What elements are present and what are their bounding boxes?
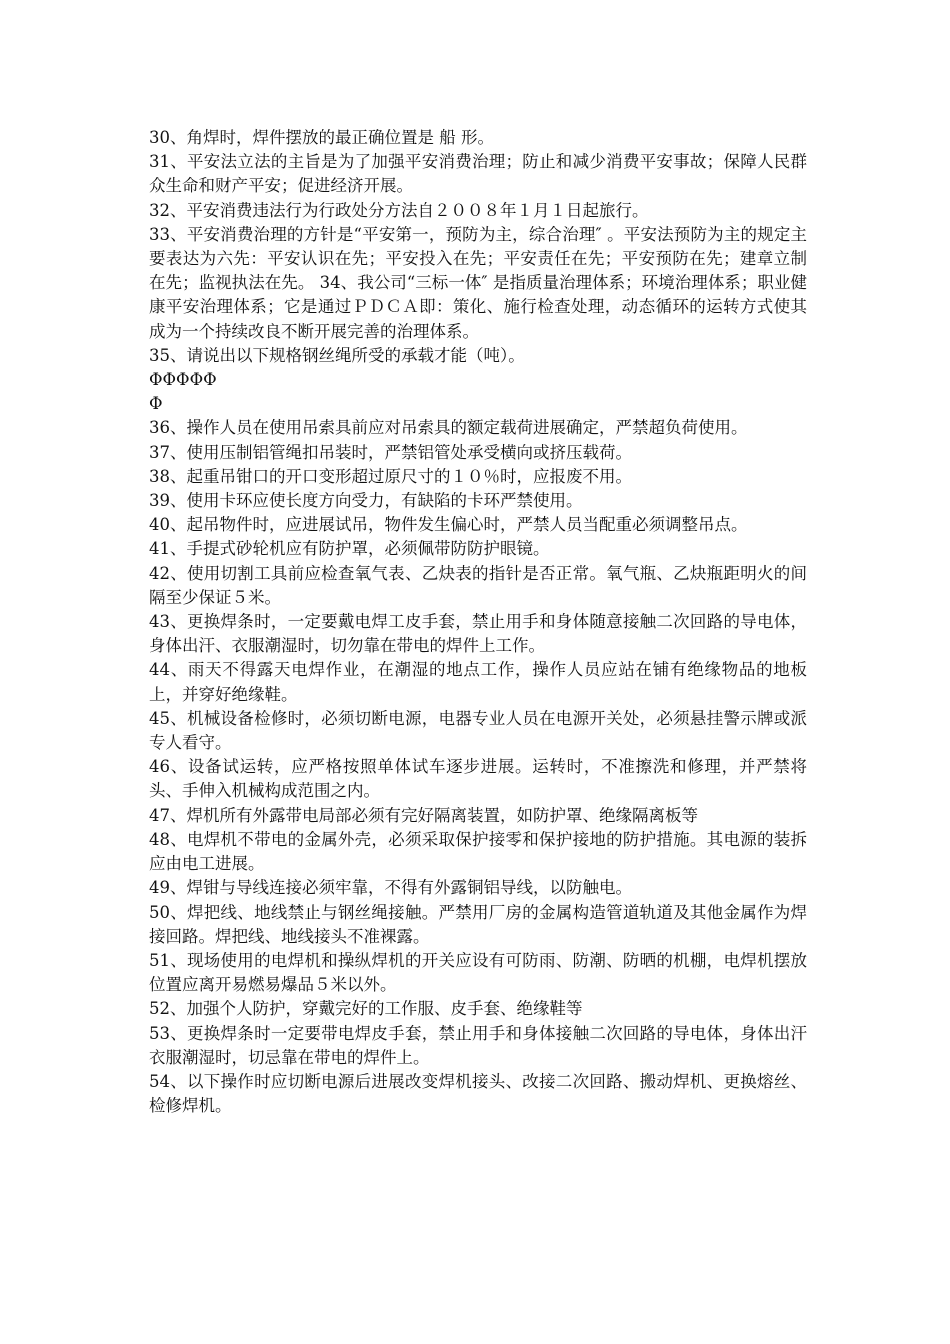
item-37: 37、使用压制铝管绳扣吊装时，严禁铝管处承受横向或挤压载荷。 [149, 442, 632, 462]
item-53: 53、更换焊条时一定要带电焊皮手套，禁止用手和身体接触二次回路的导电体，身体出汗衣服潮湿时，切忌靠在带电的焊件上。 [149, 1023, 807, 1067]
item-54: 54、以下操作时应切断电源后进展改变焊机接头、改接二次回路、搬动焊机、更换熔丝、检修焊机。 [149, 1071, 807, 1116]
item-33-34: 33、平安消费治理的方针是“平安第一，预防为主，综合治理″ 。平安法预防为主的规定主要表达为六先：平安认识在先；平安投入在先；平安责任在先；平安预防在先；建章立制在先；监视执法在先。 34、我公司“三标一体″ 是指质量治理体系；环境治理体系；职业健康平安治理体系；它是通过ＰＤＣＡ即：策化、施行检查处理，动态循环的运转方式使其成为一个持续改良不断开展完善的治理体系。 [149, 224, 807, 341]
item-41: 41、手提式砂轮机应有防护罩，必须佩带防防护眼镜。 [149, 539, 550, 559]
phi-row: ΦΦΦΦΦ [149, 370, 217, 390]
item-42: 42、使用切割工具前应检查氧气表、乙炔表的指针是否正常。氧气瓶、乙炔瓶距明火的间隔至少保证５米。 [149, 563, 807, 607]
item-47: 47、焊机所有外露带电局部必须有完好隔离装置，如防护罩、绝缘隔离板等 [149, 805, 698, 825]
item-43: 43、更换焊条时，一定要戴电焊工皮手套，禁止用手和身体随意接触二次回路的导电体，身体出汗、衣服潮湿时，切勿靠在带电的焊件上工作。 [149, 612, 807, 656]
item-44: 44、雨天不得露天电焊作业，在潮湿的地点工作，操作人员应站在铺有绝缘物品的地板上，并穿好绝缘鞋。 [149, 660, 807, 704]
item-38: 38、起重吊钳口的开口变形超过原尺寸的１０％时，应报废不用。 [149, 466, 632, 486]
item-52: 52、加强个人防护，穿戴完好的工作服、皮手套、绝缘鞋等 [149, 999, 583, 1019]
item-32: 32、平安消费违法行为行政处分方法自２００８年１月１日起旅行。 [149, 200, 649, 220]
item-50: 50、焊把线、地线禁止与钢丝绳接触。严禁用厂房的金属构造管道轨道及其他金属作为焊接回路。焊把线、地线接头不准裸露。 [149, 902, 807, 946]
item-49: 49、焊钳与导线连接必须牢靠，不得有外露铜铝导线，以防触电。 [149, 878, 632, 898]
item-30: 30、角焊时，焊件摆放的最正确位置是 船 形。 [149, 128, 494, 147]
item-40: 40、起吊物件时，应进展试吊，物件发生偏心时，严禁人员当配重必须调整吊点。 [149, 515, 748, 535]
item-51: 51、现场使用的电焊机和操纵焊机的开关应设有可防雨、防潮、防晒的机棚，电焊机摆放位置应离开易燃易爆品５米以外。 [149, 950, 807, 995]
phi-single: Φ [149, 394, 163, 414]
item-35: 35、请说出以下规格钢丝绳所受的承载才能（吨）。 [149, 345, 525, 365]
item-46: 46、设备试运转，应严格按照单体试车逐步进展。运转时，不准擦洗和修理，并严禁将头、手伸入机械构成范围之内。 [149, 757, 807, 801]
document-page [149, 126, 807, 1118]
item-39: 39、使用卡环应使长度方向受力，有缺陷的卡环严禁使用。 [149, 491, 583, 511]
item-36: 36、操作人员在使用吊索具前应对吊索具的额定载荷进展确定，严禁超负荷使用。 [149, 418, 748, 438]
item-48: 48、电焊机不带电的金属外壳，必须采取保护接零和保护接地的防护措施。其电源的装拆应由电工进展。 [149, 829, 807, 874]
item-45: 45、机械设备检修时，必须切断电源，电器专业人员在电源开关处，必须悬挂警示牌或派专人看守。 [149, 708, 807, 753]
item-31: 31、平安法立法的主旨是为了加强平安消费治理；防止和减少消费平安事故；保障人民群众生命和财产平安；促进经济开展。 [149, 152, 807, 196]
